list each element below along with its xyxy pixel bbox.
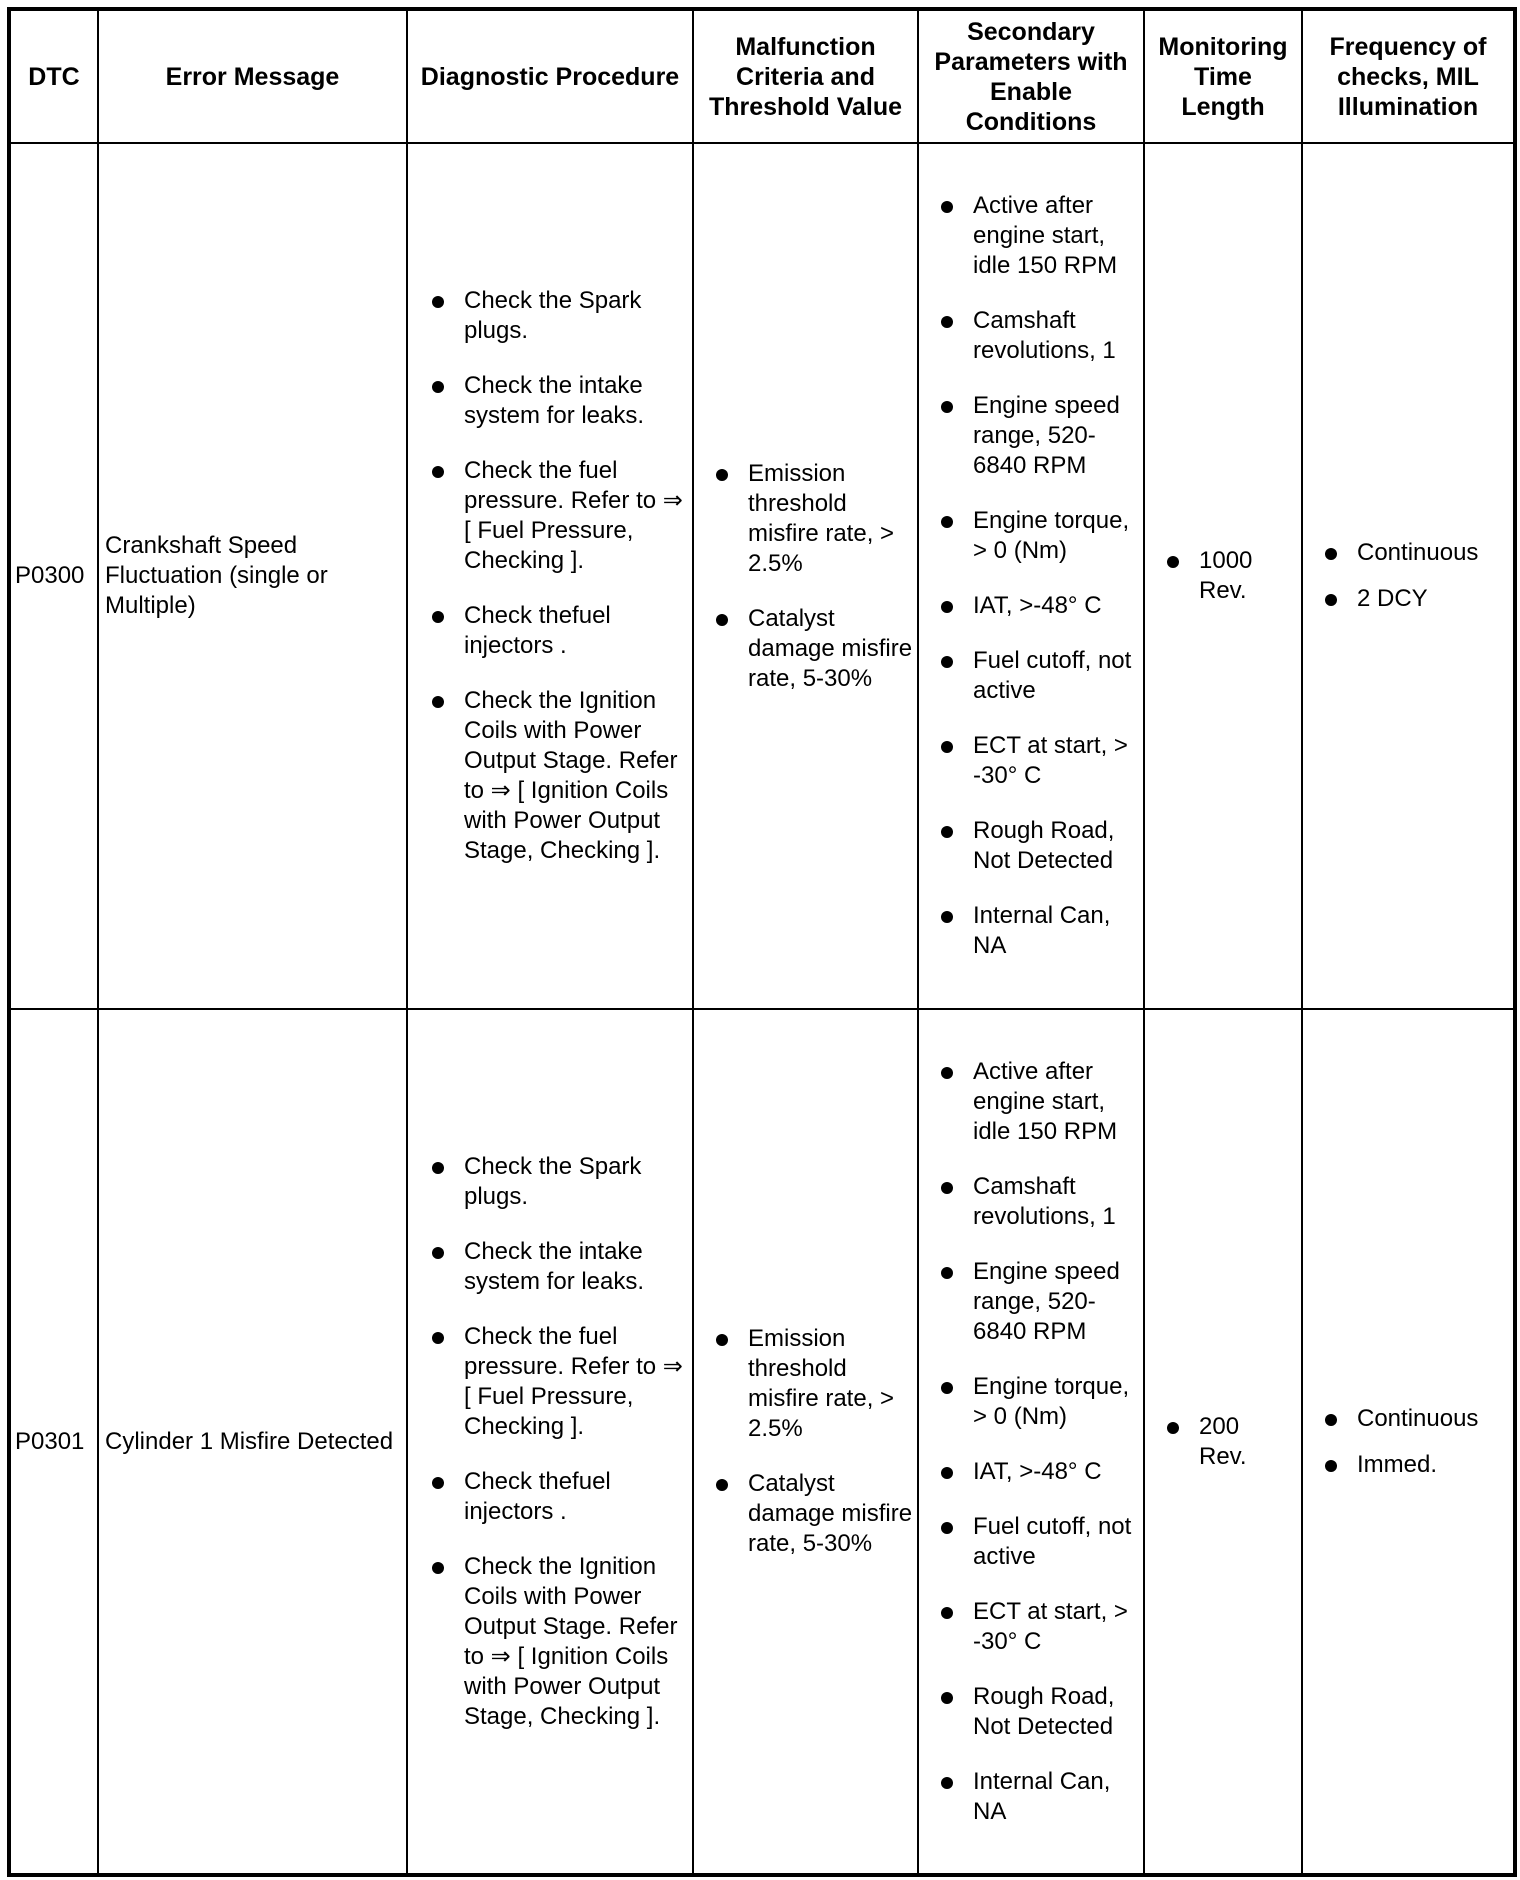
parameter-item: IAT, >-48° C (919, 591, 1143, 621)
header-monitoring-time: Monitoring Time Length (1144, 9, 1302, 143)
frequency-cell (1302, 1009, 1515, 1875)
parameter-item: Engine speed range, 520-6840 RPM (919, 1257, 1143, 1347)
parameter-item: Fuel cutoff, not active (919, 646, 1143, 706)
procedure-step: Check the Spark plugs. (408, 1152, 692, 1212)
monitoring-time-cell (1144, 1009, 1302, 1875)
frequency-item: Continuous (1303, 538, 1513, 568)
criteria-item: Catalyst damage misfire rate, 5-30% (694, 1469, 917, 1559)
procedure-step: Check the Ignition Coils with Power Output Stage. Refer to ⇒ [ Ignition Coils with Power Output Stage, Checking ]. (408, 1552, 692, 1732)
parameter-item: Rough Road, Not Detected (919, 816, 1143, 876)
header-secondary-parameters: Secondary Parameters with Enable Conditions (918, 9, 1144, 143)
procedure-step: Check thefuel injectors . (408, 1467, 692, 1527)
procedure-step: Check thefuel injectors . (408, 601, 692, 661)
frequency-cell (1302, 143, 1515, 1009)
diagnostic-procedure-cell (407, 1009, 693, 1875)
criteria-item: Catalyst damage misfire rate, 5-30% (694, 604, 917, 694)
procedure-step: Check the fuel pressure. Refer to ⇒ [ Fuel Pressure, Checking ]. (408, 456, 692, 576)
procedure-step: Check the intake system for leaks. (408, 1237, 692, 1297)
criteria-item: Emission threshold misfire rate, > 2.5% (694, 1324, 917, 1444)
parameter-item: ECT at start, > -30° C (919, 731, 1143, 791)
dtc-code: P0301 (9, 1009, 98, 1875)
table-row (9, 143, 1515, 1009)
parameter-item: Fuel cutoff, not active (919, 1512, 1143, 1572)
diagnostic-procedure-cell (407, 143, 693, 1009)
dtc-code: P0300 (9, 143, 98, 1009)
monitoring-value: 1000 Rev. (1145, 546, 1269, 606)
malfunction-criteria-cell (693, 143, 918, 1009)
procedure-step: Check the Ignition Coils with Power Output Stage. Refer to ⇒ [ Ignition Coils with Power Output Stage, Checking ]. (408, 686, 692, 866)
parameter-item: Camshaft revolutions, 1 (919, 1172, 1143, 1232)
frequency-item: 2 DCY (1303, 584, 1513, 614)
parameter-item: Active after engine start, idle 150 RPM (919, 1057, 1143, 1147)
table-header (9, 9, 1515, 143)
header-frequency: Frequency of checks, MIL Illumination (1302, 9, 1515, 143)
procedure-step: Check the Spark plugs. (408, 286, 692, 346)
error-message: Crankshaft Speed Fluctuation (single or Multiple) (98, 143, 407, 1009)
monitoring-value: 200 Rev. (1145, 1412, 1269, 1472)
parameter-item: ECT at start, > -30° C (919, 1597, 1143, 1657)
dtc-table (7, 7, 1517, 1877)
parameter-item: IAT, >-48° C (919, 1457, 1143, 1487)
header-diagnostic-procedure: Diagnostic Procedure (407, 9, 693, 143)
frequency-item: Continuous (1303, 1404, 1513, 1434)
procedure-step: Check the intake system for leaks. (408, 371, 692, 431)
parameter-item: Active after engine start, idle 150 RPM (919, 191, 1143, 281)
parameter-item: Internal Can, NA (919, 901, 1143, 961)
monitoring-time-cell (1144, 143, 1302, 1009)
header-dtc: DTC (9, 9, 98, 143)
criteria-item: Emission threshold misfire rate, > 2.5% (694, 459, 917, 579)
frequency-item: Immed. (1303, 1450, 1513, 1480)
table-row (9, 1009, 1515, 1875)
parameter-item: Engine speed range, 520-6840 RPM (919, 391, 1143, 481)
parameter-item: Engine torque, > 0 (Nm) (919, 1372, 1143, 1432)
header-malfunction-criteria: Malfunction Criteria and Threshold Value (693, 9, 918, 143)
parameter-item: Camshaft revolutions, 1 (919, 306, 1143, 366)
secondary-parameters-cell (918, 1009, 1144, 1875)
parameter-item: Internal Can, NA (919, 1767, 1143, 1827)
parameter-item: Rough Road, Not Detected (919, 1682, 1143, 1742)
procedure-step: Check the fuel pressure. Refer to ⇒ [ Fuel Pressure, Checking ]. (408, 1322, 692, 1442)
header-error-message: Error Message (98, 9, 407, 143)
malfunction-criteria-cell (693, 1009, 918, 1875)
secondary-parameters-cell (918, 143, 1144, 1009)
error-message: Cylinder 1 Misfire Detected (98, 1009, 407, 1875)
parameter-item: Engine torque, > 0 (Nm) (919, 506, 1143, 566)
